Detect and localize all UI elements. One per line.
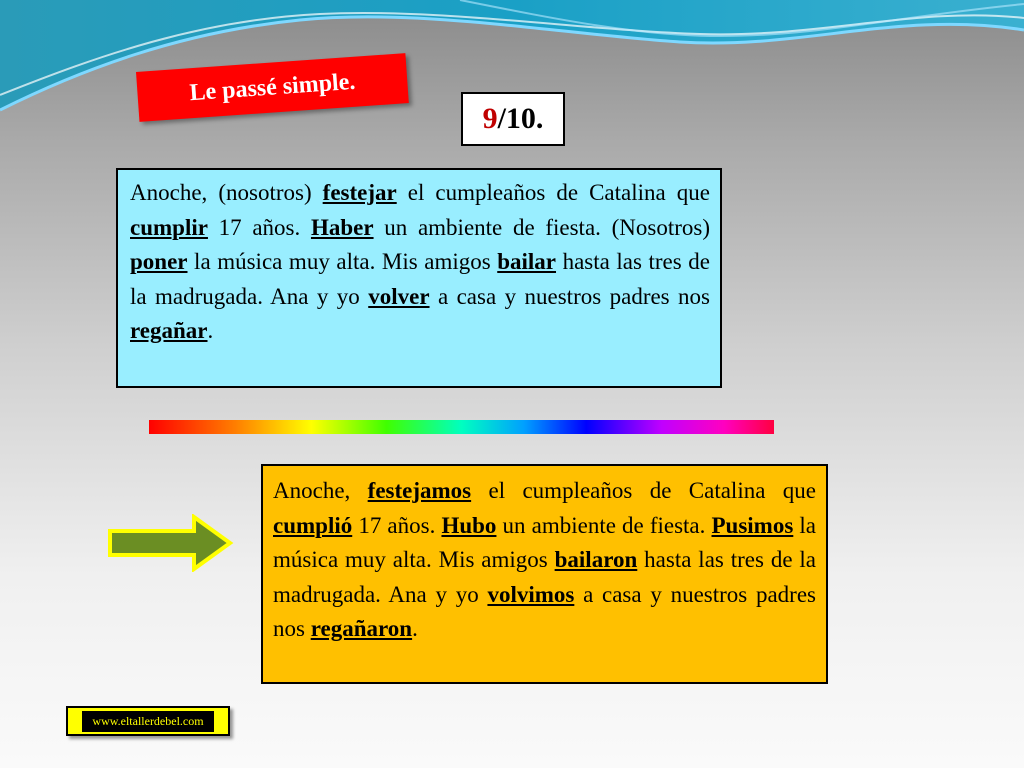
page-counter-total: /10. bbox=[497, 102, 544, 135]
text-segment: 17 años. bbox=[352, 512, 442, 538]
page-counter bbox=[461, 92, 565, 146]
right-arrow-icon bbox=[106, 514, 234, 572]
verb-conjugated: regañaron bbox=[310, 616, 413, 641]
verb-conjugated: Pusimos bbox=[711, 512, 794, 538]
text-segment: un ambiente de fiesta. (Nosotros) bbox=[373, 214, 710, 240]
verb-infinitive: poner bbox=[130, 249, 188, 274]
text-segment: el cumpleaños de Catalina que bbox=[396, 180, 710, 205]
source-link[interactable]: www.eltallerdebel.com bbox=[82, 711, 213, 732]
verb-infinitive: regañar bbox=[130, 318, 208, 343]
verb-infinitive: festejar bbox=[322, 180, 397, 205]
page-counter-current: 9 bbox=[482, 102, 498, 135]
rainbow-divider bbox=[149, 420, 774, 434]
text-segment: Anoche, bbox=[273, 478, 368, 503]
verb-infinitive: cumplir bbox=[130, 214, 208, 240]
text-segment: . bbox=[412, 616, 418, 641]
text-segment: hasta las tres de la madrugada. Ana y yo bbox=[130, 249, 710, 309]
verb-infinitive: bailar bbox=[497, 249, 557, 274]
text-segment: la música muy alta. Mis amigos bbox=[273, 512, 816, 572]
text-segment: un ambiente de fiesta. bbox=[496, 512, 712, 538]
text-segment: a casa y nuestros padres nos bbox=[273, 581, 816, 641]
text-segment: 17 años. bbox=[207, 214, 311, 240]
text-segment: el cumpleaños de Catalina que bbox=[471, 478, 816, 503]
source-link-box[interactable] bbox=[66, 706, 230, 736]
text-segment: a casa y nuestros padres nos bbox=[429, 283, 711, 309]
text-segment: la música muy alta. Mis amigos bbox=[187, 249, 498, 274]
verb-conjugated: Hubo bbox=[441, 512, 497, 538]
text-segment: Anoche, (nosotros) bbox=[130, 180, 323, 205]
slide-title: Le passé simple. bbox=[188, 68, 357, 106]
verb-conjugated: cumplió bbox=[273, 512, 353, 538]
exercise-text-box bbox=[116, 168, 722, 388]
text-segment: . bbox=[207, 318, 214, 343]
verb-conjugated: bailaron bbox=[554, 547, 638, 572]
verb-conjugated: festejamos bbox=[367, 478, 472, 503]
text-segment: hasta las tres de la madrugada. Ana y yo bbox=[273, 547, 817, 607]
answer-text-box bbox=[261, 464, 828, 684]
verb-conjugated: volvimos bbox=[487, 581, 575, 607]
verb-infinitive: volver bbox=[368, 283, 430, 309]
verb-infinitive: Haber bbox=[310, 214, 374, 240]
